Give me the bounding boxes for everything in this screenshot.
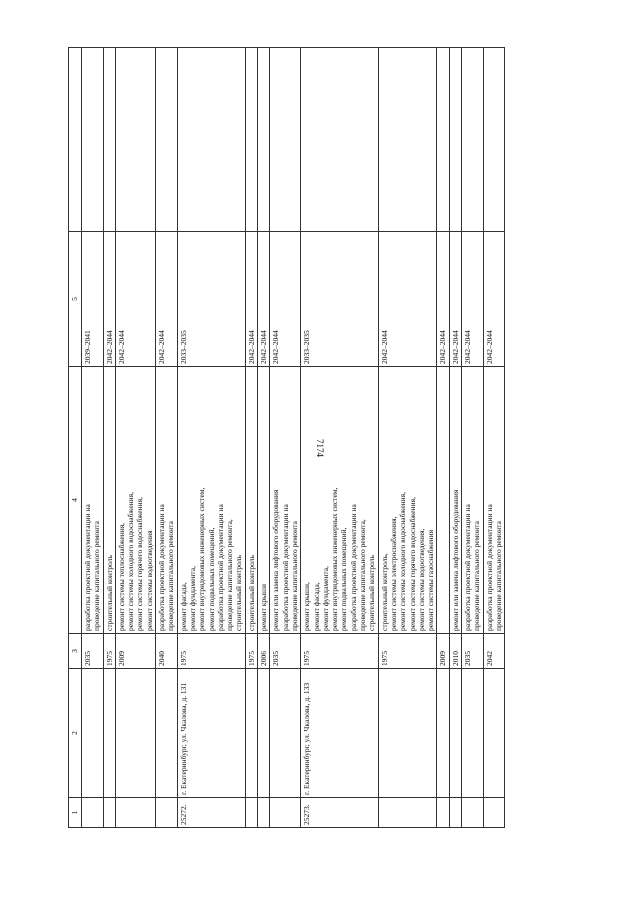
table-row [258, 48, 270, 828]
year-cell: 2042 [483, 634, 505, 669]
period-cell: 2033–2035 [301, 232, 378, 367]
empty-cell [378, 48, 437, 232]
work-line: проведение капитального ремонта [493, 521, 503, 631]
table-row [270, 48, 301, 828]
work-line: проведение капитального ремонта [166, 521, 176, 631]
table-body [82, 48, 505, 828]
work-line: ремонт системы горячего водоснабжения, [407, 497, 417, 631]
header-cell: 3 [69, 634, 82, 669]
empty-cell [245, 48, 257, 232]
header-cell: 5 [69, 232, 82, 367]
work-line: проведение капитального ремонта, [225, 519, 235, 631]
period-cell: 2039–2041 [82, 232, 104, 367]
work-line: разработка проектной документации на [83, 504, 92, 631]
row-number-cell [245, 798, 257, 828]
address-cell [115, 669, 155, 798]
period-cell: 2042–2044 [258, 232, 270, 367]
work-line: разработка проектной документации на [462, 504, 472, 631]
empty-cell [270, 48, 301, 232]
row-number-cell [258, 798, 270, 828]
work-line: ремонт фундамента, [320, 566, 330, 631]
row-number-cell [156, 798, 178, 828]
work-line: ремонт системы холодного водоснабжения, [398, 491, 408, 631]
table-row [378, 48, 437, 828]
work-line: проведение капитального ремонта [92, 521, 102, 631]
work-type-cell [245, 367, 257, 634]
table-row [461, 48, 483, 828]
repair-schedule-table [68, 47, 505, 828]
work-line: ремонт фундамента, [187, 566, 197, 631]
work-line: разработка проектной документации на [484, 504, 494, 631]
empty-cell [115, 48, 155, 232]
address-cell [245, 669, 257, 798]
period-cell: 2042–2044 [270, 232, 301, 367]
empty-cell [69, 48, 82, 232]
period-cell: 2042–2044 [378, 232, 437, 367]
address-cell [258, 669, 270, 798]
empty-cell [449, 48, 461, 232]
empty-cell [103, 48, 115, 232]
address-cell [103, 669, 115, 798]
period-cell: 2042–2044 [156, 232, 178, 367]
year-cell: 2009 [115, 634, 155, 669]
work-line: ремонт системы водоотведения, [416, 528, 426, 631]
row-number-cell [115, 798, 155, 828]
work-line: проведение капитального ремонта, [358, 519, 368, 631]
address-cell: г. Екатеринбург, ул. Чкалова, д. 131 [177, 669, 245, 798]
year-cell: 2010 [449, 634, 461, 669]
work-line: ремонт системы водоотведения [144, 530, 154, 631]
work-line: проведение капитального ремонта [472, 521, 482, 631]
row-number-cell: 25273. [301, 798, 378, 828]
work-type-cell [483, 367, 505, 634]
work-line: ремонт или замена лифтового оборудования [271, 489, 281, 631]
table-row [483, 48, 505, 828]
work-line: ремонт внутридомовых инженерных систем, [330, 487, 340, 631]
empty-cell [82, 48, 104, 232]
work-type-cell [103, 367, 115, 634]
work-line: ремонт системы газоснабжения [426, 529, 436, 631]
address-cell [378, 669, 437, 798]
row-number-cell [103, 798, 115, 828]
address-cell [270, 669, 301, 798]
work-line: ремонт крыши, [302, 582, 312, 631]
header-cell: 4 [69, 367, 82, 634]
work-line: ремонт подвальных помещений, [206, 527, 216, 631]
empty-cell [483, 48, 505, 232]
period-cell: 2042–2044 [115, 232, 155, 367]
work-type-cell [82, 367, 104, 634]
work-line: ремонт системы горячего водоснабжения, [135, 497, 145, 631]
empty-cell [437, 48, 449, 232]
year-cell: 2035 [461, 634, 483, 669]
work-type-cell [258, 367, 270, 634]
year-cell: 1975 [177, 634, 245, 669]
work-line: ремонт или замена лифтового оборудования [450, 489, 460, 631]
row-number-cell [437, 798, 449, 828]
empty-cell [461, 48, 483, 232]
header-cell: 2 [69, 669, 82, 798]
empty-cell [301, 48, 378, 232]
row-number-cell [378, 798, 437, 828]
row-number-cell [270, 798, 301, 828]
period-cell: 2042–2044 [437, 232, 449, 367]
work-line: ремонт системы электроснабжения, [388, 516, 398, 631]
period-cell: 2042–2044 [449, 232, 461, 367]
page-number: 7174 [315, 439, 325, 457]
work-type-cell [437, 367, 449, 634]
table-row [115, 48, 155, 828]
row-number-cell [483, 798, 505, 828]
work-type-cell [378, 367, 437, 634]
address-cell [156, 669, 178, 798]
work-line: строительный контроль [367, 555, 377, 631]
row-number-cell [82, 798, 104, 828]
row-number-cell: 25272. [177, 798, 245, 828]
work-line: разработка проектной документации на [280, 504, 290, 631]
work-line: разработка проектной документации на [215, 504, 225, 631]
table-row [103, 48, 115, 828]
year-cell: 1975 [301, 634, 378, 669]
work-type-cell [461, 367, 483, 634]
work-line: строительный контроль [104, 555, 114, 631]
table-row [301, 48, 378, 828]
work-line: строительный контроль [246, 555, 256, 631]
year-cell: 2035 [270, 634, 301, 669]
year-cell: 2035 [82, 634, 104, 669]
work-line: ремонт крыши [259, 584, 269, 631]
year-cell: 1975 [245, 634, 257, 669]
table-row [245, 48, 257, 828]
period-cell: 2042–2044 [103, 232, 115, 367]
address-cell: г. Екатеринбург, ул. Чкалова, д. 133 [301, 669, 378, 798]
work-line: ремонт подвальных помещений, [339, 527, 349, 631]
work-type-cell [177, 367, 245, 634]
row-number-cell [449, 798, 461, 828]
work-line: разработка проектной документации на [157, 504, 167, 631]
work-type-cell [115, 367, 155, 634]
period-cell: 2042–2044 [483, 232, 505, 367]
rotated-table-container [68, 78, 575, 828]
period-cell: 2042–2044 [461, 232, 483, 367]
address-cell [483, 669, 505, 798]
address-cell [461, 669, 483, 798]
empty-cell [177, 48, 245, 232]
work-type-cell [301, 367, 378, 634]
table-row [437, 48, 449, 828]
work-line: строительный контроль, [379, 553, 389, 631]
table-row [449, 48, 461, 828]
row-number-cell [461, 798, 483, 828]
address-cell [82, 669, 104, 798]
year-cell: 2040 [156, 634, 178, 669]
work-line: ремонт фасада, [311, 582, 321, 631]
work-line: разработка проектной документации на [348, 504, 358, 631]
work-type-cell [449, 367, 461, 634]
year-cell: 1975 [103, 634, 115, 669]
year-cell: 2006 [258, 634, 270, 669]
work-line: ремонт системы теплоснабжения, [116, 522, 126, 631]
header-row [69, 48, 82, 828]
work-line: ремонт внутридомовых инженерных систем, [197, 487, 207, 631]
work-line: проведение капитального ремонта [289, 521, 299, 631]
header-cell: 1 [69, 798, 82, 828]
period-cell: 2042–2044 [245, 232, 257, 367]
year-cell: 1975 [378, 634, 437, 669]
work-line: ремонт системы холодного водоснабжения, [126, 491, 136, 631]
empty-cell [156, 48, 178, 232]
work-type-cell [156, 367, 178, 634]
work-line: строительный контроль [234, 555, 244, 631]
address-cell [449, 669, 461, 798]
year-cell: 2009 [437, 634, 449, 669]
table-row [156, 48, 178, 828]
table-row [82, 48, 104, 828]
work-type-cell [270, 367, 301, 634]
empty-cell [258, 48, 270, 232]
address-cell [437, 669, 449, 798]
period-cell: 2033–2035 [177, 232, 245, 367]
work-line: ремонт фасада, [178, 582, 188, 631]
table-row [177, 48, 245, 828]
